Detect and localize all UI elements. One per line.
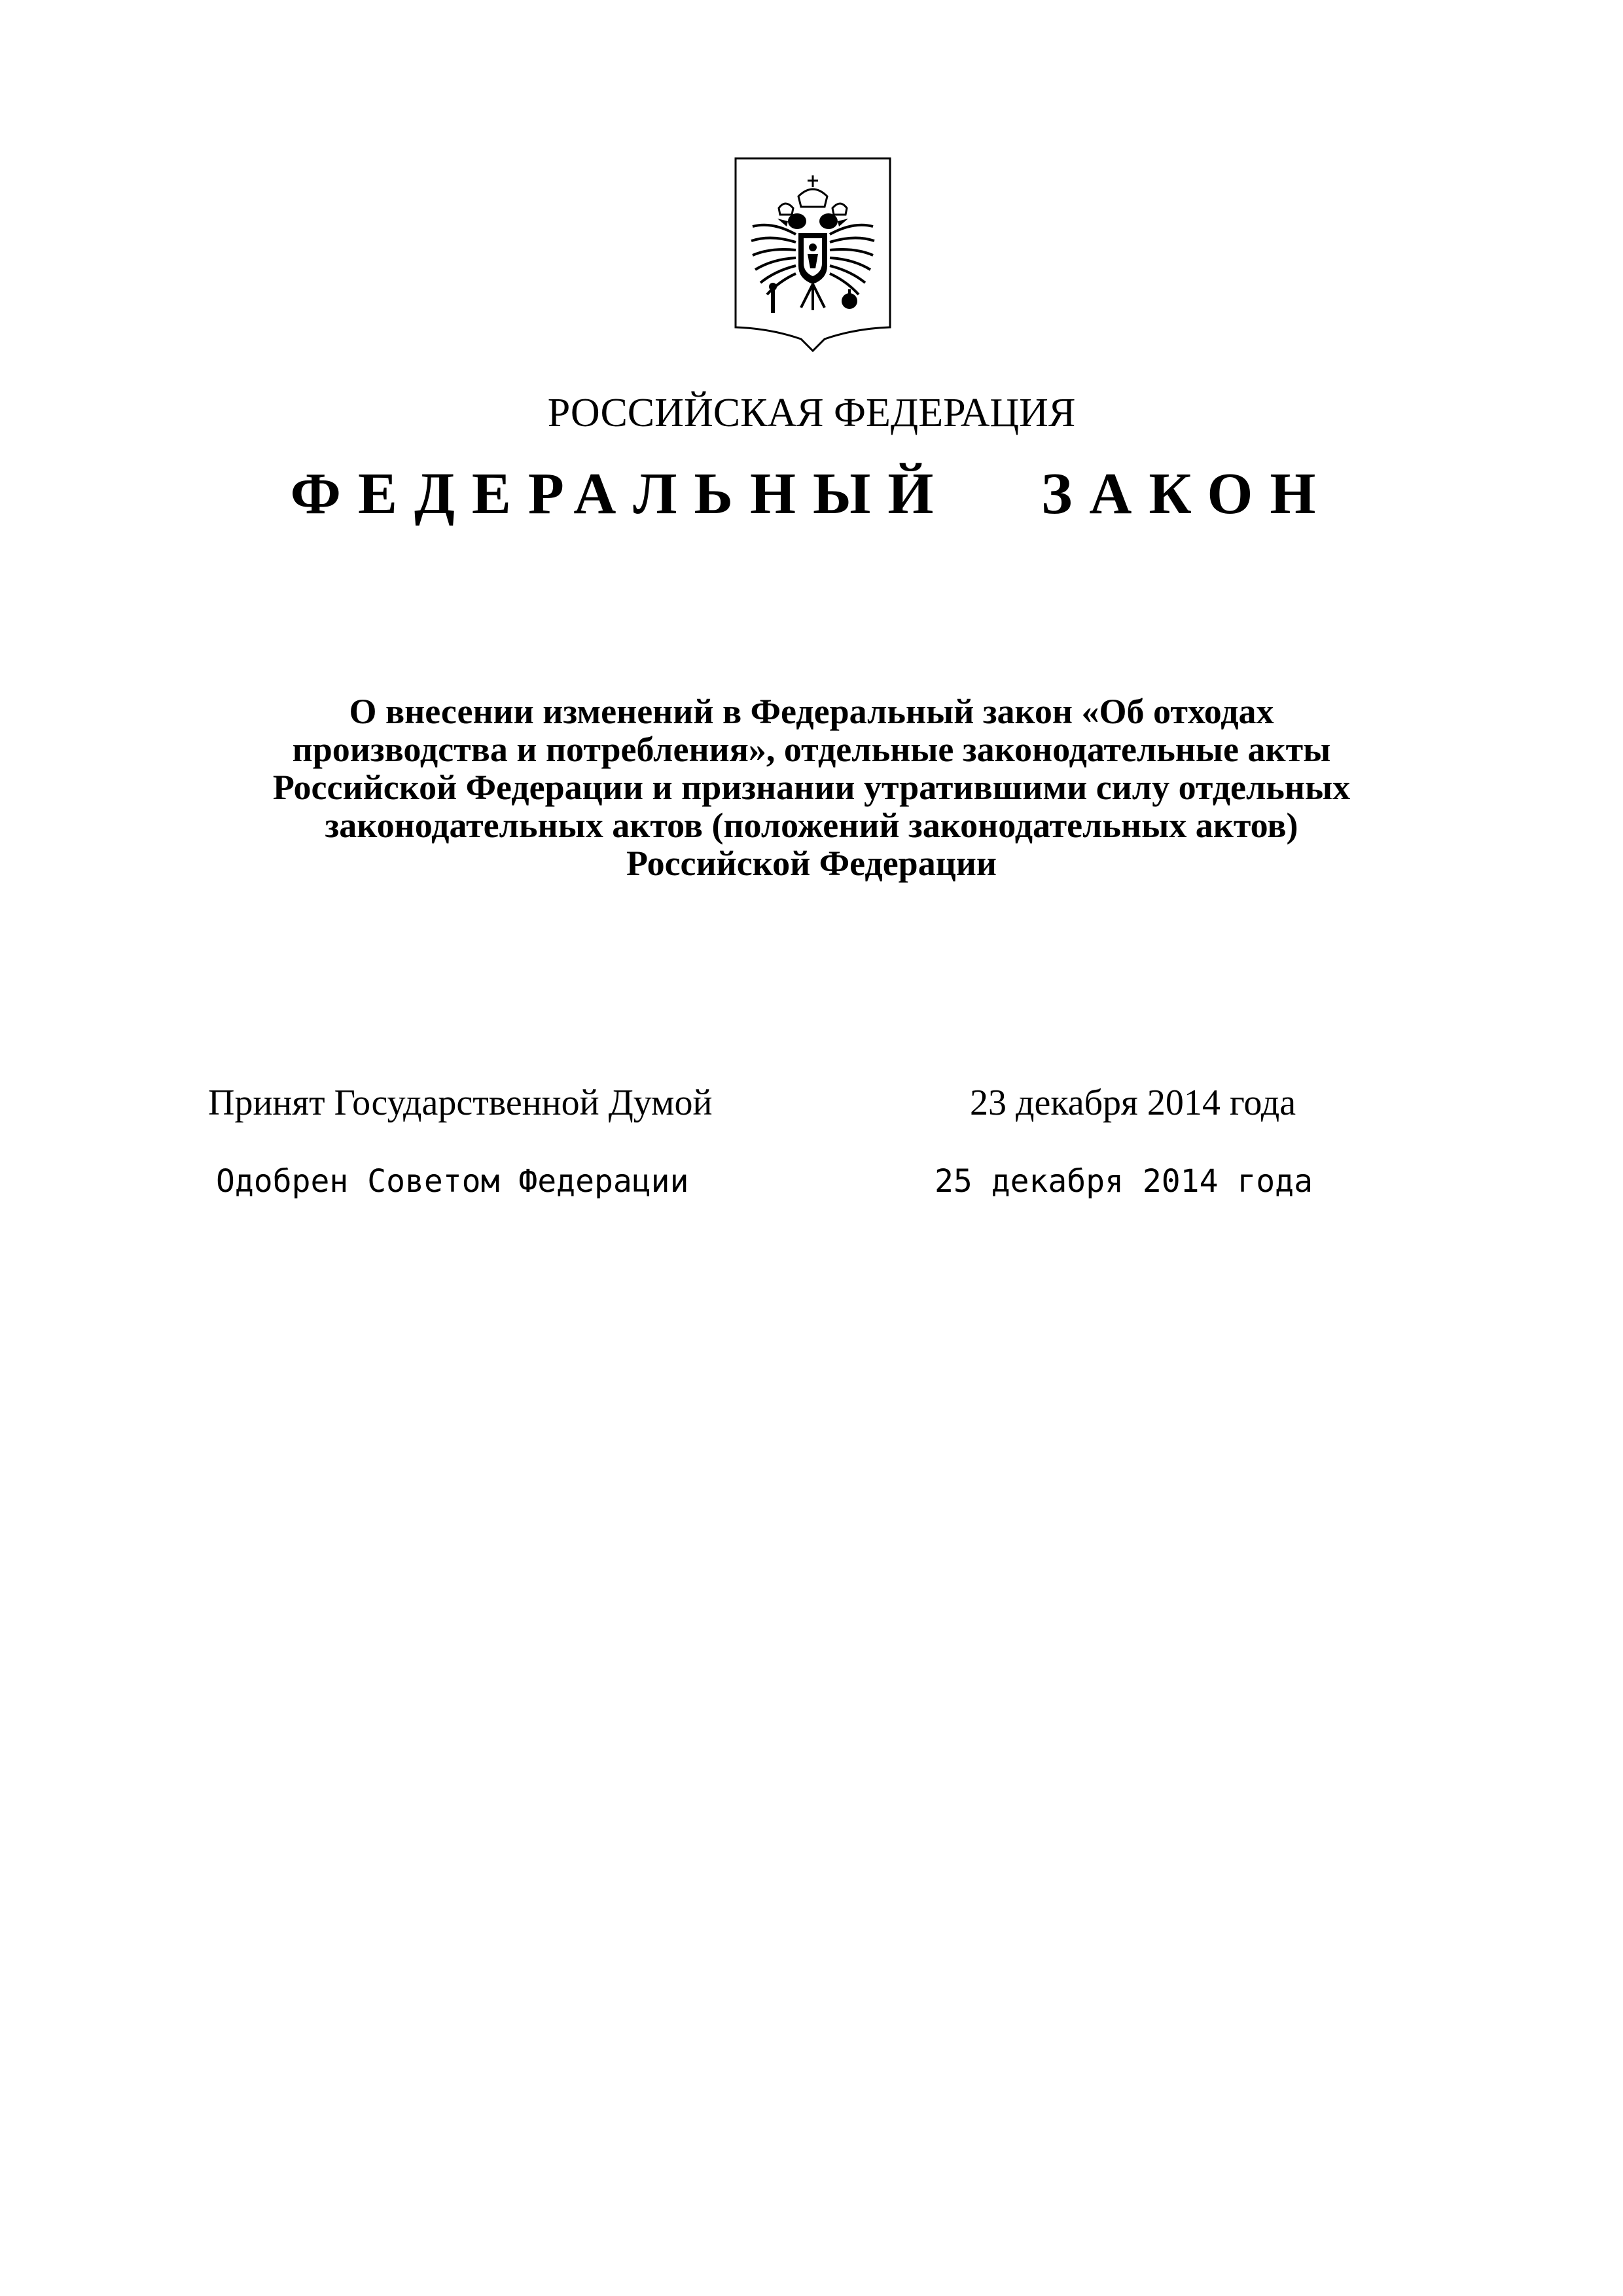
- law-title-line: Российской Федерации: [626, 844, 997, 883]
- law-title-line: производства и потребления», отдельные законодательные акты: [292, 730, 1331, 769]
- duma-adoption-label: Принят Государственной Думой: [208, 1083, 713, 1123]
- law-title-line: Российской Федерации и признании утратившими силу отдельных: [272, 768, 1351, 807]
- duma-adoption-date: 23 декабря 2014 года: [970, 1083, 1296, 1123]
- council-approval-row: [0, 1158, 1623, 1204]
- law-title-line: законодательных актов (положений законодательных актов): [325, 806, 1298, 845]
- duma-adoption-row: [0, 1080, 1623, 1126]
- coat-of-arms-icon: [733, 156, 893, 352]
- document-type-heading: ФЕДЕРАЛЬНЫЙ ЗАКОН: [290, 461, 1333, 526]
- law-title-line: О внесении изменений в Федеральный закон «Об отходах: [349, 692, 1274, 731]
- council-approval-label: Одобрен Советом Федерации: [216, 1163, 689, 1200]
- law-title: [131, 692, 1492, 882]
- country-heading: РОССИЙСКАЯ ФЕДЕРАЦИЯ: [547, 391, 1076, 435]
- council-approval-date: 25 декабря 2014 года: [935, 1163, 1313, 1200]
